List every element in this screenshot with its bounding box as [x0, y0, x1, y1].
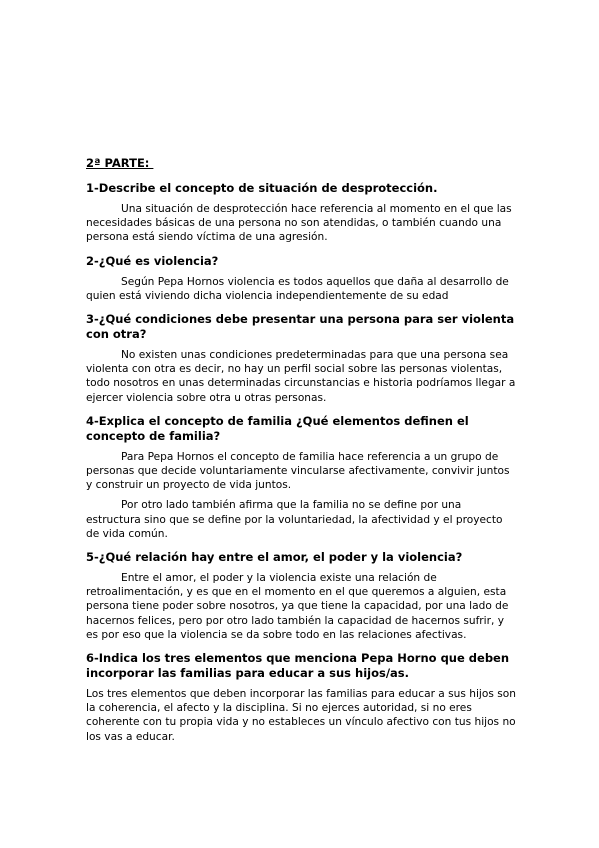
document-body	[86, 156, 516, 753]
question-5: 5-¿Qué relación hay entre el amor, el poder y la violencia?	[86, 550, 463, 565]
answer-3: No existen unas condiciones predeterminadas para que una persona sea violenta con otra es decir, no hay un perfil social sobre las personas violentas, todo nosotros en unas determinadas circunstancias e historia podríamos llegar a ejercer violencia sobre otra u otras personas.	[86, 349, 516, 404]
question-1: 1-Describe el concepto de situación de desprotección.	[86, 181, 438, 195]
question-3: 3-¿Qué condiciones debe presentar una persona para ser violenta con otra?	[86, 312, 515, 342]
part-title: 2ª PARTE:	[86, 156, 154, 170]
answer-4-paragraph-2: Por otro lado también afirma que la familia no se define por una estructura sino que se define por la voluntariedad, la afectividad y el proyecto de vida común.	[86, 499, 503, 540]
question-6: 6-Indica los tres elementos que menciona Pepa Horno que deben incorporar las familias para educar a sus hijos/as.	[86, 651, 510, 681]
answer-4-paragraph-1: Para Pepa Hornos el concepto de familia hace referencia a un grupo de personas que decide voluntariamente vincularse afectivamente, convivir juntos y construir un proyecto de vida juntos.	[86, 450, 510, 492]
question-4: 4-Explica el concepto de familia ¿Qué elementos definen el concepto de familia?	[86, 413, 469, 443]
question-2: 2-¿Qué es violencia?	[86, 253, 219, 268]
answer-1: Una situación de desprotección hace referencia al momento en el que las necesidades básicas de una persona no son atendidas, o también cuando una persona está siendo víctima de una agresión.	[86, 203, 512, 244]
answer-6: Los tres elementos que deben incorporar las familias para educar a sus hijos son la coherencia, el afecto y la disciplina. Si no ejerces autoridad, si no eres coherente con tu propia vida y no estableces un vínculo afectivo con tus hijos no los vas a educar.	[86, 688, 516, 743]
answer-2: Según Pepa Hornos violencia es todos aquellos que daña al desarrollo de quien está viviendo dicha violencia independientemente de su edad	[86, 275, 509, 302]
answer-5: Entre el amor, el poder y la violencia existe una relación de retroalimentación, y es que en el momento en el que queremos a alguien, esta persona tiene poder sobre nosotros, ya que tiene la capacidad, por una lado de hacernos felices, pero por otro lado también la capacidad de hacernos sufrir, y es por eso que la violencia se da sobre todo en las relaciones afectivas.	[86, 572, 509, 641]
